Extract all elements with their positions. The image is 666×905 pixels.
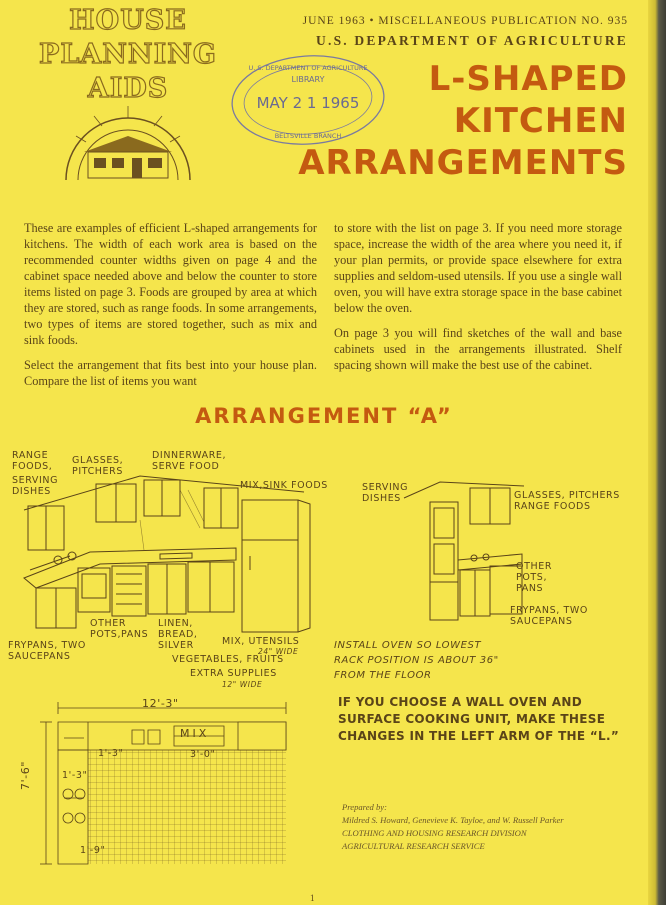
label-other-pots: OTHER POTS,PANS (90, 618, 149, 640)
department-name: U.S. DEPARTMENT OF AGRICULTURE (316, 33, 628, 48)
kitchen-floor-plan (24, 698, 300, 878)
title-line-2: KITCHEN (453, 101, 628, 141)
body-paragraph: On page 3 you will find sketches of the wall and base cabinets used in the arrangements illustrated. Shelf spacing shown will make the best use of the cabinet. (334, 326, 622, 372)
body-paragraph: Select the arrangement that fits best into your house plan. Compare the list of items you want (24, 358, 317, 388)
prepared-authors: Mildred S. Howard, Genevieve K. Tayloe, and W. Russell Parker (342, 815, 564, 825)
body-paragraph: to store with the list on page 3. If you need more storage space, increase the width of the area where you need it, if your plan permits, or provide space elsewhere for extra supplies and seldom-used utensils. If you use a single wall oven, you will have extra storage space in the base cabinet below the oven. (334, 221, 622, 315)
title-line-3: ARRANGEMENTS (298, 143, 628, 183)
oven-install-note: INSTALL OVEN SO LOWEST RACK POSITION IS ABOUT 36" FROM THE FLOOR (334, 640, 499, 681)
series-line-3: AIDS (87, 73, 169, 104)
stamp-library-text: LIBRARY (291, 75, 325, 84)
series-line-2: PLANNING (39, 39, 217, 70)
plan-dim-top: 1'-3" (98, 748, 124, 759)
series-line-1: HOUSE (69, 5, 187, 36)
body-paragraph: These are examples of efficient L-shaped arrangements for kitchens. The width of each work area is based on the recommended counter widths given on page 4 and the cabinet space needed above and below the counter to store items listed on page 3. Foods are grouped by area at which they are stored, such as range foods. In some arrangements, two types of items are stored together, such as mix and sink foods. (24, 221, 317, 347)
label-range-foods: RANGE FOODS, (12, 450, 53, 472)
plan-dim-side: 1'-3" (62, 770, 88, 781)
label-dinnerware: DINNERWARE, SERVE FOOD (152, 450, 227, 472)
label-mix-sink-foods: MIX,SINK FOODS (240, 480, 328, 491)
label-12-wide: 12" WIDE (222, 680, 263, 689)
stamp-bottom-text: BELTSVILLE BRANCH (274, 132, 342, 140)
oven-label-glasses-range: GLASSES, PITCHERS RANGE FOODS (514, 490, 620, 512)
plan-dim-bottom: 1'-9" (80, 845, 106, 856)
page-title (270, 58, 628, 184)
stamp-top-text: U. S. DEPARTMENT OF AGRICULTURE (248, 64, 368, 72)
oven-label-serving-dishes: SERVING DISHES (362, 482, 409, 504)
label-linen-bread-silver: LINEN, BREAD, SILVER (158, 618, 198, 651)
label-glasses-pitchers: GLASSES, PITCHERS (72, 455, 124, 477)
body-column-left (24, 220, 317, 398)
wall-oven-change-note: IF YOU CHOOSE A WALL OVEN AND SURFACE COOKING UNIT, MAKE THESE CHANGES IN THE LEFT ARM OF THE “L.” (338, 695, 620, 743)
arrangement-heading: ARRANGEMENT “A” (195, 404, 453, 428)
prepared-service: AGRICULTURAL RESEARCH SERVICE (342, 841, 485, 851)
plan-overall-depth: 7'-6" (19, 760, 32, 790)
body-column-right (334, 220, 622, 382)
label-serving-dishes: SERVING DISHES (12, 475, 59, 497)
prepared-heading: Prepared by: (342, 802, 387, 812)
oven-label-other-pots: OTHER POTS, PANS (516, 561, 553, 594)
plan-overall-width: 12'-3" (142, 697, 179, 710)
prepared-by-block (342, 801, 632, 853)
label-extra-supplies: EXTRA SUPPLIES (190, 668, 277, 679)
oven-label-frypans: FRYPANS, TWO SAUCEPANS (510, 605, 588, 627)
publication-date-line: JUNE 1963 • MISCELLANEOUS PUBLICATION NO. 935 (302, 15, 628, 27)
kitchen-perspective-drawing (20, 470, 315, 640)
title-line-1: L-SHAPED (428, 59, 628, 99)
label-frypans: FRYPANS, TWO SAUCEPANS (8, 640, 86, 662)
plan-mix-label: MIX (180, 727, 210, 740)
series-title (28, 4, 228, 106)
plan-mix-width: 3'-0" (190, 749, 216, 760)
house-logo-illustration (62, 100, 194, 180)
label-mix-utensils: MIX, UTENSILS (222, 636, 300, 647)
prepared-division: CLOTHING AND HOUSING RESEARCH DIVISION (342, 828, 527, 838)
page-edge (648, 0, 666, 905)
stamp-date-text: MAY 2 1 1965 (256, 94, 360, 112)
page-number: 1 (310, 893, 315, 903)
label-vegetables-fruits: VEGETABLES, FRUITS (172, 654, 284, 665)
label-24-wide: 24" WIDE (258, 647, 299, 656)
